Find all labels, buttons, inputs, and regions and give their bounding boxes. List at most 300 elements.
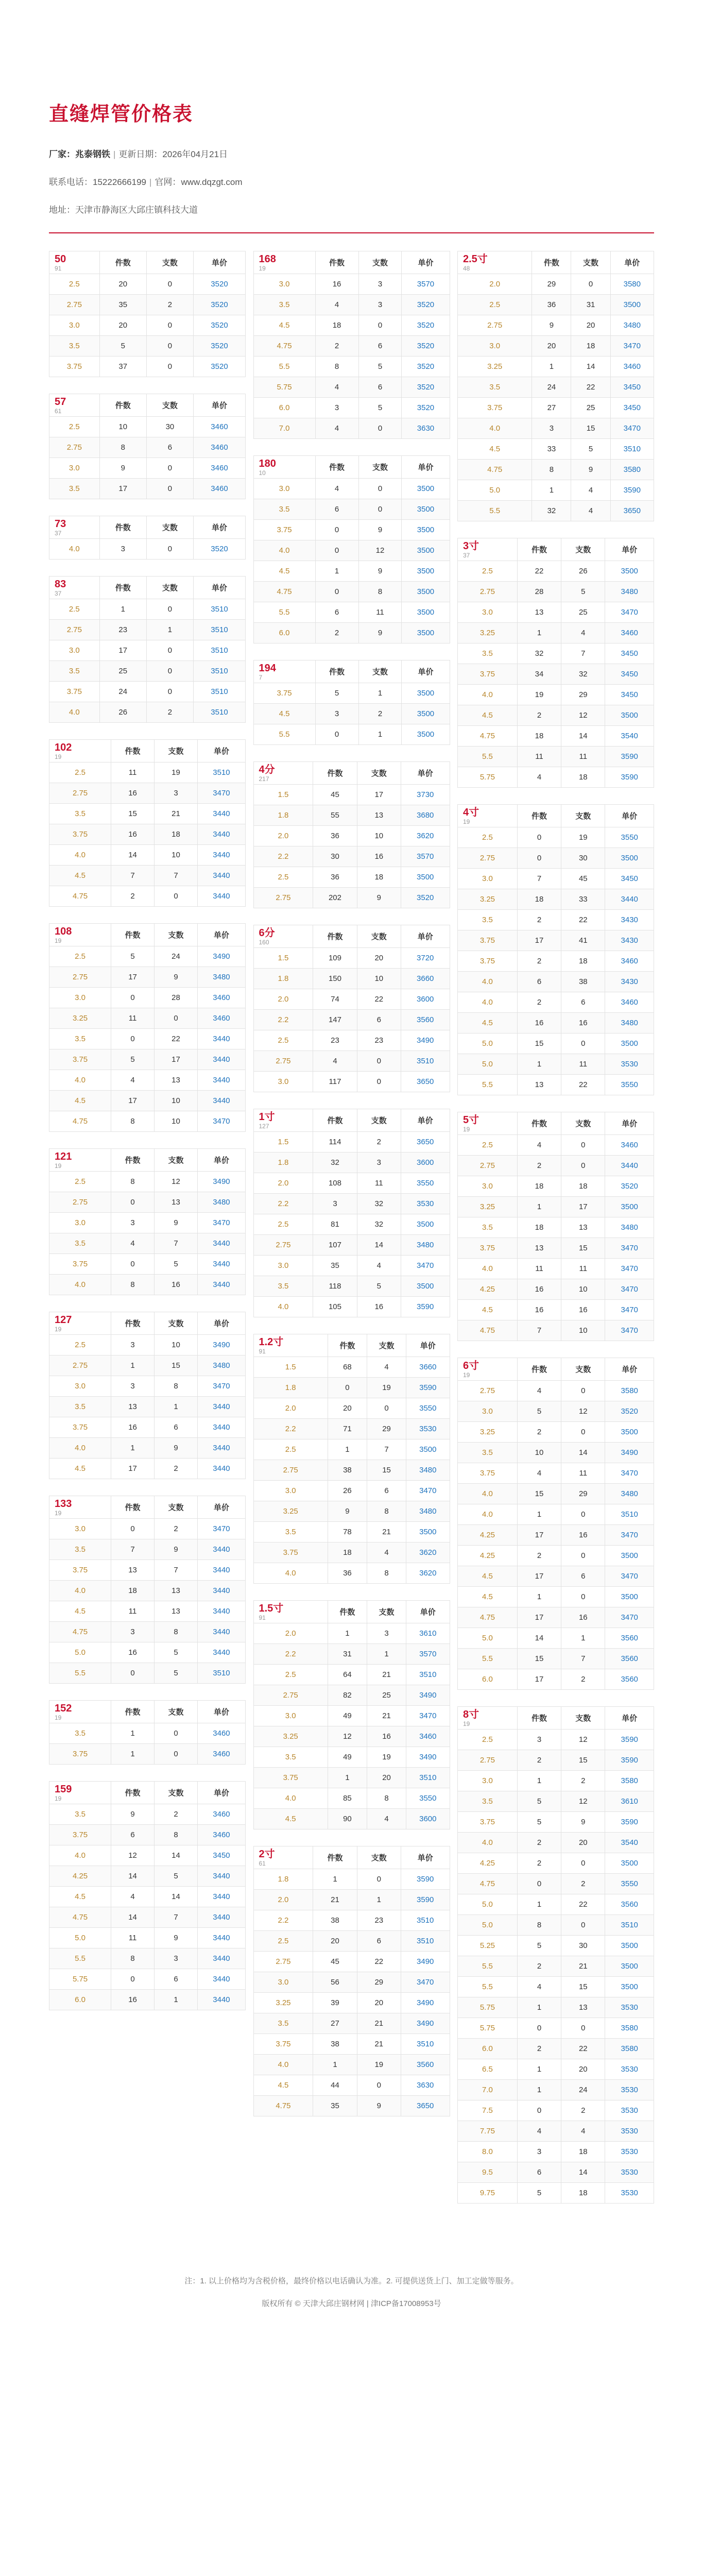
bundle-cell: 1 <box>358 724 402 745</box>
pieces-cell: 33 <box>532 439 571 460</box>
pieces-cell: 1 <box>517 1587 561 1607</box>
size-cell: 3.0 <box>253 274 315 295</box>
size-cell: 4.5 <box>253 1809 328 1829</box>
pieces-cell: 0 <box>315 520 358 540</box>
size-cell: 1.5 <box>253 948 313 969</box>
pieces-cell: 32 <box>532 501 571 521</box>
price-cell: 3490 <box>401 1030 450 1051</box>
size-cell: 3.5 <box>458 643 518 664</box>
price-cell: 3550 <box>406 1788 450 1809</box>
price-cell: 3460 <box>605 951 654 972</box>
price-cell: 3460 <box>610 357 654 377</box>
table-row <box>458 1013 654 1033</box>
pieces-cell: 21 <box>313 1890 357 1910</box>
price-cell: 3470 <box>197 1519 245 1539</box>
size-cell: 7.0 <box>458 2080 518 2100</box>
size-cell: 2.5 <box>253 1030 313 1051</box>
bundle-cell: 15 <box>561 1750 605 1771</box>
bundle-cell: 0 <box>146 274 193 295</box>
table-row <box>253 1501 450 1522</box>
spec-header <box>49 924 111 946</box>
price-table <box>49 576 246 723</box>
size-cell: 2.5 <box>458 1730 518 1750</box>
price-table <box>253 761 450 908</box>
table-row <box>253 1910 450 1931</box>
pieces-cell: 1 <box>111 1744 155 1765</box>
table-row <box>458 951 654 972</box>
table-row <box>458 1956 654 1977</box>
size-cell: 3.0 <box>49 988 111 1008</box>
bundle-cell: 5 <box>357 1276 401 1297</box>
price-cell: 3440 <box>197 1070 245 1091</box>
price-cell: 3520 <box>605 1176 654 1197</box>
bundle-cell: 12 <box>155 1172 198 1192</box>
bundle-cell: 9 <box>155 967 198 988</box>
size-cell: 3.25 <box>49 1008 111 1029</box>
spec-name: 133 <box>55 1498 72 1510</box>
pieces-cell: 18 <box>328 1543 367 1563</box>
price-header: 单价 <box>605 1112 654 1135</box>
table-row <box>458 1422 654 1443</box>
table-row <box>253 1378 450 1398</box>
price-cell: 3720 <box>401 948 450 969</box>
pieces-cell: 7 <box>517 1320 561 1341</box>
table-row <box>49 682 246 702</box>
pieces-cell: 11 <box>517 1259 561 1279</box>
size-cell: 5.75 <box>49 1969 111 1990</box>
table-row <box>49 1355 246 1376</box>
price-cell: 3660 <box>401 969 450 989</box>
price-cell: 3500 <box>605 1853 654 1874</box>
bundle-header: 支数 <box>146 577 193 599</box>
price-cell: 3470 <box>605 1300 654 1320</box>
bundle-cell: 2 <box>358 704 402 724</box>
pieces-cell: 1 <box>532 480 571 501</box>
pieces-cell: 3 <box>99 539 146 560</box>
table-row <box>458 460 654 480</box>
pieces-cell: 3 <box>111 1376 155 1397</box>
pieces-cell: 0 <box>517 2018 561 2039</box>
size-cell: 2.0 <box>253 989 313 1010</box>
pieces-cell: 38 <box>313 2034 357 2055</box>
bundle-cell: 0 <box>155 1008 198 1029</box>
bundle-cell: 1 <box>357 1890 401 1910</box>
bundle-cell: 15 <box>561 1977 605 1997</box>
bundle-cell: 22 <box>357 1952 401 1972</box>
table-row <box>49 620 246 640</box>
size-cell: 4.75 <box>49 1111 111 1132</box>
table-row <box>49 1948 246 1969</box>
size-cell: 5.0 <box>49 1928 111 1948</box>
size-cell: 4.75 <box>49 1907 111 1928</box>
price-table <box>457 1112 654 1341</box>
price-cell: 3480 <box>401 1235 450 1256</box>
manufacturer-line: 厂家：兆泰钢铁 | 更新日期：2026年04月21日 <box>49 149 228 159</box>
table-row <box>253 336 450 357</box>
table-row <box>49 1192 246 1213</box>
price-cell: 3500 <box>401 1276 450 1297</box>
pieces-cell: 10 <box>99 417 146 437</box>
table-row <box>458 1771 654 1791</box>
table-row <box>49 295 246 315</box>
pieces-cell: 85 <box>328 1788 367 1809</box>
pieces-cell: 24 <box>99 682 146 702</box>
pieces-cell: 17 <box>111 1091 155 1111</box>
bundle-cell: 18 <box>561 2183 605 2204</box>
spec-header <box>458 538 518 561</box>
price-cell: 3460 <box>197 1804 245 1825</box>
size-cell: 3.75 <box>49 1417 111 1438</box>
pieces-cell: 109 <box>313 948 357 969</box>
table-row <box>49 1744 246 1765</box>
address-text: 天津市静海区大邱庄镇科技大道 <box>75 205 198 215</box>
pieces-cell: 1 <box>517 1771 561 1791</box>
size-cell: 3.5 <box>253 499 315 520</box>
pieces-header: 件数 <box>315 456 358 479</box>
table-header-row <box>458 805 654 827</box>
price-cell: 3580 <box>605 2039 654 2059</box>
pieces-cell: 14 <box>111 1866 155 1887</box>
bundle-cell: 20 <box>367 1768 406 1788</box>
bundle-cell: 2 <box>357 1132 401 1153</box>
pieces-cell: 39 <box>313 1993 357 2013</box>
price-cell: 3530 <box>401 1194 450 1214</box>
size-cell: 3.75 <box>458 1238 518 1259</box>
size-cell: 3.0 <box>458 602 518 623</box>
pieces-cell: 3 <box>532 418 571 439</box>
table-row <box>253 1030 450 1051</box>
table-row <box>458 1997 654 2018</box>
size-cell: 2.75 <box>49 783 111 804</box>
table-row <box>253 582 450 602</box>
table-row <box>458 1750 654 1771</box>
price-cell: 3450 <box>605 643 654 664</box>
pieces-cell: 2 <box>517 1956 561 1977</box>
table-row <box>49 640 246 661</box>
pieces-cell: 35 <box>313 2096 357 2116</box>
pieces-cell: 17 <box>99 479 146 499</box>
price-cell: 3570 <box>401 846 450 867</box>
table-header-row <box>49 924 246 946</box>
spec-count: 19 <box>463 1720 470 1727</box>
table-row <box>49 1663 246 1684</box>
price-cell: 3440 <box>197 1642 245 1663</box>
size-cell: 2.75 <box>49 295 100 315</box>
price-cell: 3460 <box>193 437 245 458</box>
pieces-cell: 20 <box>313 1931 357 1952</box>
pieces-cell: 45 <box>313 785 357 805</box>
pieces-cell: 8 <box>532 460 571 480</box>
size-cell: 5.5 <box>49 1663 111 1684</box>
table-row <box>49 1275 246 1295</box>
bundle-cell: 9 <box>155 1438 198 1459</box>
size-cell: 2.75 <box>253 888 313 908</box>
price-cell: 3460 <box>197 1744 245 1765</box>
pieces-cell: 30 <box>313 846 357 867</box>
size-cell: 1.8 <box>253 1153 313 1173</box>
table-row <box>253 295 450 315</box>
price-header: 单价 <box>402 456 450 479</box>
spec-count: 127 <box>259 1122 269 1130</box>
table-row <box>458 2018 654 2039</box>
pieces-cell: 26 <box>328 1481 367 1501</box>
table-row <box>49 357 246 377</box>
table-row <box>458 2162 654 2183</box>
size-cell: 3.5 <box>49 1723 111 1744</box>
spec-count: 19 <box>55 1714 62 1721</box>
bundle-cell: 16 <box>561 1013 605 1033</box>
pieces-cell: 1 <box>328 1768 367 1788</box>
table-header-row <box>49 1149 246 1172</box>
pieces-cell: 29 <box>532 274 571 295</box>
pieces-cell: 3 <box>315 704 358 724</box>
spec-count: 19 <box>463 1371 470 1379</box>
bundle-cell: 8 <box>155 1825 198 1845</box>
price-cell: 3610 <box>406 1623 450 1644</box>
table-row <box>458 2059 654 2080</box>
bundle-cell: 13 <box>155 1581 198 1601</box>
bundle-cell: 9 <box>357 888 401 908</box>
pieces-cell: 81 <box>313 1214 357 1235</box>
pieces-cell: 16 <box>517 1300 561 1320</box>
table-row <box>458 2121 654 2142</box>
bundle-cell: 8 <box>358 582 402 602</box>
price-table <box>49 516 246 560</box>
pieces-cell: 17 <box>111 967 155 988</box>
pieces-cell: 0 <box>111 1519 155 1539</box>
pieces-header: 件数 <box>328 1334 367 1357</box>
bundle-cell: 2 <box>561 1669 605 1690</box>
pieces-cell: 17 <box>517 1566 561 1587</box>
bundle-cell: 18 <box>571 336 610 357</box>
size-cell: 3.75 <box>49 1744 111 1765</box>
bundle-cell: 4 <box>571 501 610 521</box>
bundle-cell: 45 <box>561 869 605 889</box>
price-cell: 3510 <box>193 682 245 702</box>
bundle-cell: 14 <box>357 1235 401 1256</box>
size-cell: 4.0 <box>49 1581 111 1601</box>
bundle-cell: 9 <box>571 460 610 480</box>
price-cell: 3470 <box>610 336 654 357</box>
bundle-cell: 9 <box>357 2096 401 2116</box>
size-cell: 4.5 <box>253 2075 313 2096</box>
table-header-row <box>458 538 654 561</box>
pieces-cell: 16 <box>517 1013 561 1033</box>
bundle-cell: 0 <box>357 1051 401 1072</box>
bundle-cell: 19 <box>155 762 198 783</box>
size-cell: 2.5 <box>253 1931 313 1952</box>
bundle-cell: 7 <box>155 1560 198 1581</box>
pieces-cell: 18 <box>517 726 561 747</box>
phone-number[interactable]: 15222666199 <box>93 177 147 187</box>
price-cell: 3470 <box>605 1566 654 1587</box>
bundle-cell: 10 <box>155 1335 198 1355</box>
bundle-cell: 14 <box>561 2162 605 2183</box>
table-row <box>458 910 654 930</box>
size-cell: 3.5 <box>253 1276 313 1297</box>
table-row <box>253 1398 450 1419</box>
price-cell: 3440 <box>197 804 245 824</box>
price-table <box>49 1700 246 1765</box>
bundle-cell: 0 <box>155 886 198 907</box>
spec-name: 121 <box>55 1150 72 1162</box>
price-cell: 3550 <box>406 1398 450 1419</box>
bundle-cell: 0 <box>146 661 193 682</box>
size-cell: 3.75 <box>253 2034 313 2055</box>
price-header: 单价 <box>605 1358 654 1381</box>
page-title: 直缝焊管价格表 <box>49 104 194 125</box>
price-table <box>253 1109 450 1317</box>
price-cell: 3530 <box>406 1419 450 1439</box>
price-cell: 3440 <box>197 1887 245 1907</box>
price-cell: 3500 <box>402 623 450 643</box>
table-row <box>253 540 450 561</box>
price-cell: 3500 <box>605 1936 654 1956</box>
bundle-header: 支数 <box>561 1358 605 1381</box>
table-row <box>458 1197 654 1217</box>
table-row <box>458 1381 654 1401</box>
price-cell: 3500 <box>605 1587 654 1607</box>
pieces-cell: 8 <box>111 1948 155 1969</box>
bundle-cell: 9 <box>155 1928 198 1948</box>
spec-name: 127 <box>55 1314 72 1326</box>
size-cell: 5.0 <box>458 1915 518 1936</box>
size-cell: 4.0 <box>458 685 518 705</box>
price-cell: 3470 <box>401 1972 450 1993</box>
pieces-cell: 4 <box>517 767 561 788</box>
pieces-cell: 56 <box>313 1972 357 1993</box>
size-cell: 4.0 <box>458 418 532 439</box>
table-row <box>49 1990 246 2010</box>
spec-name: 4分 <box>259 764 275 775</box>
pieces-cell: 27 <box>532 398 571 418</box>
size-cell: 4.5 <box>49 1091 111 1111</box>
size-cell: 5.75 <box>458 2018 518 2039</box>
size-cell: 3.5 <box>49 661 100 682</box>
pieces-header: 件数 <box>315 251 358 274</box>
size-cell: 2.2 <box>253 1010 313 1030</box>
bundle-cell: 22 <box>561 910 605 930</box>
price-cell: 3510 <box>193 640 245 661</box>
spec-count: 19 <box>55 937 62 944</box>
price-cell: 3510 <box>605 1915 654 1936</box>
pieces-cell: 13 <box>517 602 561 623</box>
table-row <box>49 946 246 967</box>
price-cell: 3440 <box>605 1156 654 1176</box>
pieces-cell: 20 <box>99 315 146 336</box>
price-cell: 3440 <box>197 1539 245 1560</box>
bundle-cell: 11 <box>358 602 402 623</box>
pieces-cell: 36 <box>313 826 357 846</box>
price-cell: 3560 <box>605 1669 654 1690</box>
table-row <box>458 1135 654 1156</box>
bundle-cell: 25 <box>561 602 605 623</box>
price-columns <box>49 251 654 2204</box>
table-row <box>458 1259 654 1279</box>
size-cell: 3.75 <box>49 1254 111 1275</box>
bundle-cell: 0 <box>357 1072 401 1092</box>
size-cell: 3.0 <box>253 1972 313 1993</box>
price-table <box>253 251 450 439</box>
price-cell: 3480 <box>197 967 245 988</box>
pieces-cell: 0 <box>517 848 561 869</box>
bundle-cell: 23 <box>357 1910 401 1931</box>
table-row <box>253 969 450 989</box>
table-row <box>253 1685 450 1706</box>
table-row <box>253 1768 450 1788</box>
size-cell: 4.0 <box>253 1297 313 1317</box>
table-row <box>458 398 654 418</box>
size-cell: 3.5 <box>49 479 100 499</box>
pieces-header: 件数 <box>99 516 146 539</box>
price-cell: 3560 <box>401 1010 450 1030</box>
bundle-cell: 17 <box>561 1197 605 1217</box>
spec-count: 19 <box>55 1325 62 1333</box>
bundle-cell: 13 <box>561 1997 605 2018</box>
bundle-cell: 21 <box>561 1956 605 1977</box>
pieces-cell: 2 <box>517 951 561 972</box>
size-cell: 5.0 <box>458 480 532 501</box>
pieces-cell: 0 <box>315 724 358 745</box>
pieces-cell: 18 <box>315 315 358 336</box>
size-cell: 3.5 <box>458 1443 518 1463</box>
table-row <box>458 869 654 889</box>
bundle-cell: 0 <box>357 2075 401 2096</box>
bundle-cell: 31 <box>571 295 610 315</box>
pieces-cell: 0 <box>517 1874 561 1894</box>
price-cell: 3470 <box>197 783 245 804</box>
table-header-row <box>253 660 450 683</box>
size-cell: 5.0 <box>458 1033 518 1054</box>
price-cell: 3570 <box>406 1644 450 1665</box>
spec-name: 83 <box>55 578 66 590</box>
price-header: 单价 <box>193 251 245 274</box>
bundle-cell: 6 <box>358 377 402 398</box>
price-header: 单价 <box>193 516 245 539</box>
price-cell: 3440 <box>197 1990 245 2010</box>
pieces-cell: 0 <box>328 1378 367 1398</box>
table-row <box>458 643 654 664</box>
price-cell: 3440 <box>197 1397 245 1417</box>
pieces-cell: 0 <box>315 540 358 561</box>
size-cell: 8.0 <box>458 2142 518 2162</box>
pieces-cell: 32 <box>313 1153 357 1173</box>
bundle-header: 支数 <box>358 660 402 683</box>
spec-header <box>49 1496 111 1519</box>
price-cell: 3490 <box>197 1335 245 1355</box>
bundle-cell: 0 <box>146 357 193 377</box>
site-link[interactable]: www.dqzgt.com <box>181 177 243 187</box>
bundle-header: 支数 <box>571 251 610 274</box>
price-cell: 3520 <box>193 274 245 295</box>
bundle-cell: 7 <box>367 1439 406 1460</box>
price-table <box>49 1148 246 1295</box>
table-row <box>253 274 450 295</box>
size-cell: 6.0 <box>49 1990 111 2010</box>
table-row <box>458 602 654 623</box>
table-row <box>49 1233 246 1254</box>
size-cell: 3.25 <box>458 357 532 377</box>
price-cell: 3500 <box>406 1439 450 1460</box>
price-cell: 3440 <box>197 1622 245 1642</box>
price-cell: 3500 <box>401 1214 450 1235</box>
pieces-cell: 35 <box>99 295 146 315</box>
table-row <box>458 1484 654 1504</box>
bundle-cell: 0 <box>561 1504 605 1525</box>
table-row <box>253 1235 450 1256</box>
spec-name: 3寸 <box>463 540 479 552</box>
spec-header <box>253 251 315 274</box>
